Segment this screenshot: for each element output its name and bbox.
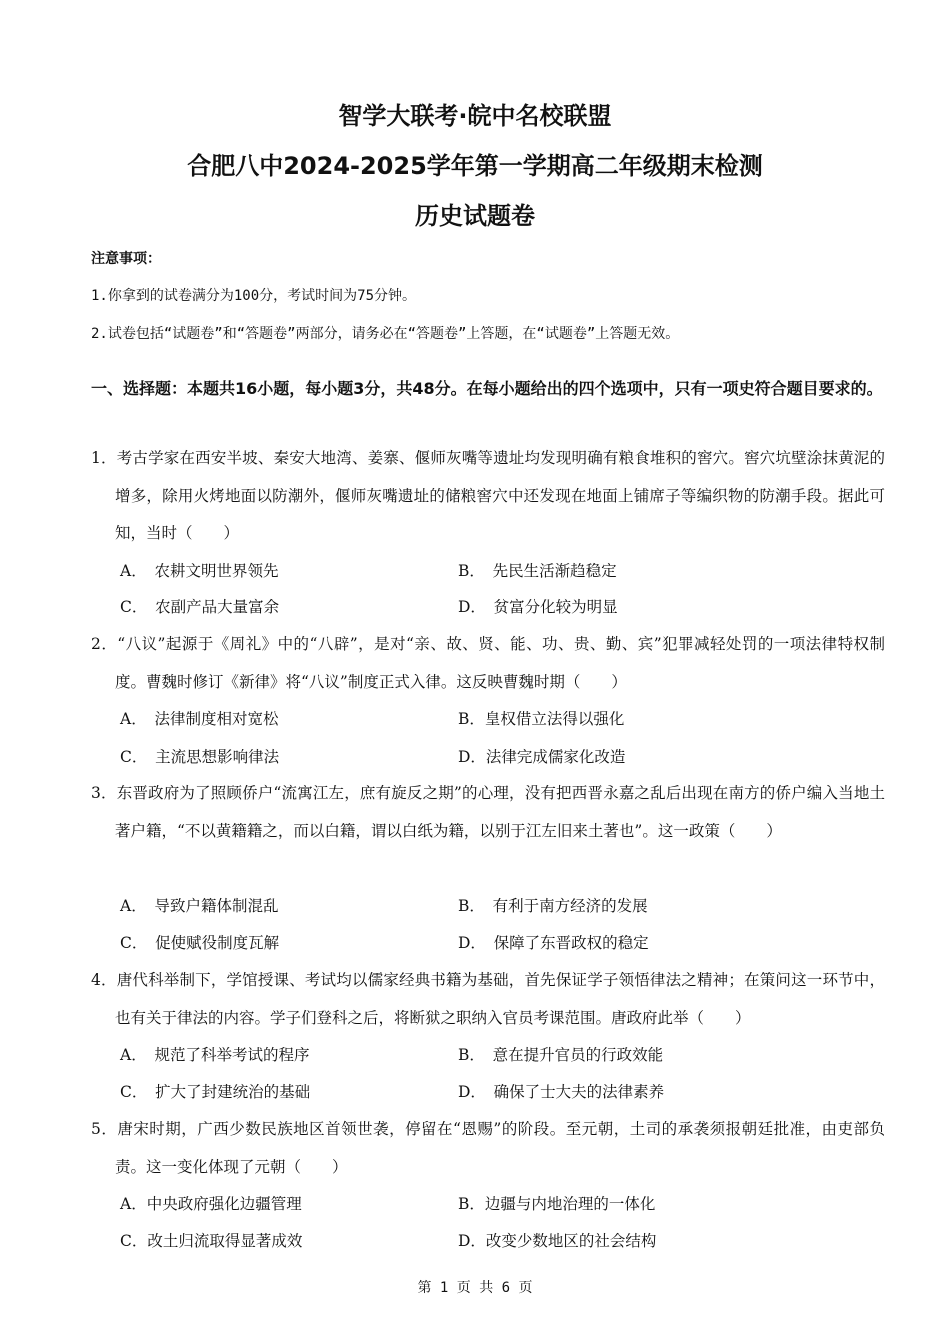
question-2-option-d: D．法律完成儒家化改造: [458, 748, 626, 766]
question-4-stem: 4．唐代科举制下，学馆授课、考试均以儒家经典书籍为基础，首先保证学子领悟律法之精神；在策问这一环节中，也有关于律法的内容。学子们登科之后，将断狱之职纳入官员考课范围。唐政府此举（ ）: [91, 971, 885, 1027]
question-5-option-c: C．改土归流取得显著成效: [120, 1232, 303, 1250]
question-4-option-d: D． 确保了士大夫的法律素养: [458, 1083, 665, 1101]
exam-subject-title: 历史试题卷: [415, 202, 535, 230]
question-2-stem: 2．“八议”起源于《周礼》中的“八辟”，是对“亲、故、贤、能、功、贵、勤、宾”犯罪减轻处罚的一项法律特权制度。曹魏时修订《新律》将“八议”制度正式入律。这反映曹魏时期（ ）: [91, 635, 885, 691]
question-4-option-b: B． 意在提升官员的行政效能: [458, 1046, 664, 1064]
question-5-stem: 5．唐宋时期，广西少数民族地区首领世袭，停留在“恩赐”的阶段。至元朝，土司的承袭须报朝廷批准，由吏部负责。这一变化体现了元朝（ ）: [91, 1120, 885, 1176]
question-1-option-a: A． 农耕文明世界领先: [120, 562, 279, 580]
question-2-option-b: B．皇权借立法得以强化: [458, 710, 625, 728]
question-1-stem: 1．考古学家在西安半坡、秦安大地湾、姜寨、偃师灰嘴等遗址均发现明确有粮食堆积的窖穴。窖穴坑壁涂抹黄泥的增多，除用火烤地面以防潮外，偃师灰嘴遗址的储粮窖穴中还发现在地面上铺席子等编织物的防潮手段。据此可知，当时（ ）: [91, 449, 885, 542]
page-number: 第 1 页 共 6 页: [417, 1280, 533, 1296]
question-1-option-c: C． 农副产品大量富余: [120, 598, 280, 616]
question-5-option-d: D．改变少数地区的社会结构: [458, 1232, 657, 1250]
question-4-option-a: A． 规范了科举考试的程序: [120, 1046, 310, 1064]
question-4-option-c: C． 扩大了封建统治的基础: [120, 1083, 311, 1101]
question-3-option-d: D． 保障了东晋政权的稳定: [458, 934, 649, 952]
section-heading: 一、选择题：本题共16小题，每小题3分，共48分。在每小题给出的四个选项中，只有一项史符合题目要求的。: [91, 379, 883, 398]
exam-series-title: 智学大联考·皖中名校联盟: [338, 102, 612, 130]
question-1-option-d: D． 贫富分化较为明显: [458, 598, 618, 616]
question-5-option-b: B．边疆与内地治理的一体化: [458, 1195, 656, 1213]
exam-school-title: 合肥八中2024-2025学年第一学期高二年级期末检测: [187, 152, 763, 180]
notice-item: 2.试卷包括“试题卷”和“答题卷”两部分，请务必在“答题卷”上答题，在“试题卷”上答题无效。: [91, 326, 680, 342]
question-2-option-a: A． 法律制度相对宽松: [120, 710, 279, 728]
question-2-option-c: C． 主流思想影响律法: [120, 748, 280, 766]
notice-item: 1.你拿到的试卷满分为100分，考试时间为75分钟。: [91, 288, 416, 304]
notice-heading: 注意事项：: [91, 251, 161, 267]
question-1-option-b: B． 先民生活渐趋稳定: [458, 562, 617, 580]
question-3-stem: 3．东晋政府为了照顾侨户“流寓江左，庶有旋反之期”的心理，没有把西晋永嘉之乱后出现在南方的侨户编入当地土著户籍，“不以黄籍籍之，而以白籍，谓以白纸为籍，以别于江左旧来土著也”。这一政策（ ）: [91, 784, 885, 840]
question-3-option-a: A． 导致户籍体制混乱: [120, 897, 279, 915]
question-3-option-b: B． 有利于南方经济的发展: [458, 897, 648, 915]
question-3-option-c: C． 促使赋役制度瓦解: [120, 934, 280, 952]
question-5-option-a: A．中央政府强化边疆管理: [120, 1195, 302, 1213]
